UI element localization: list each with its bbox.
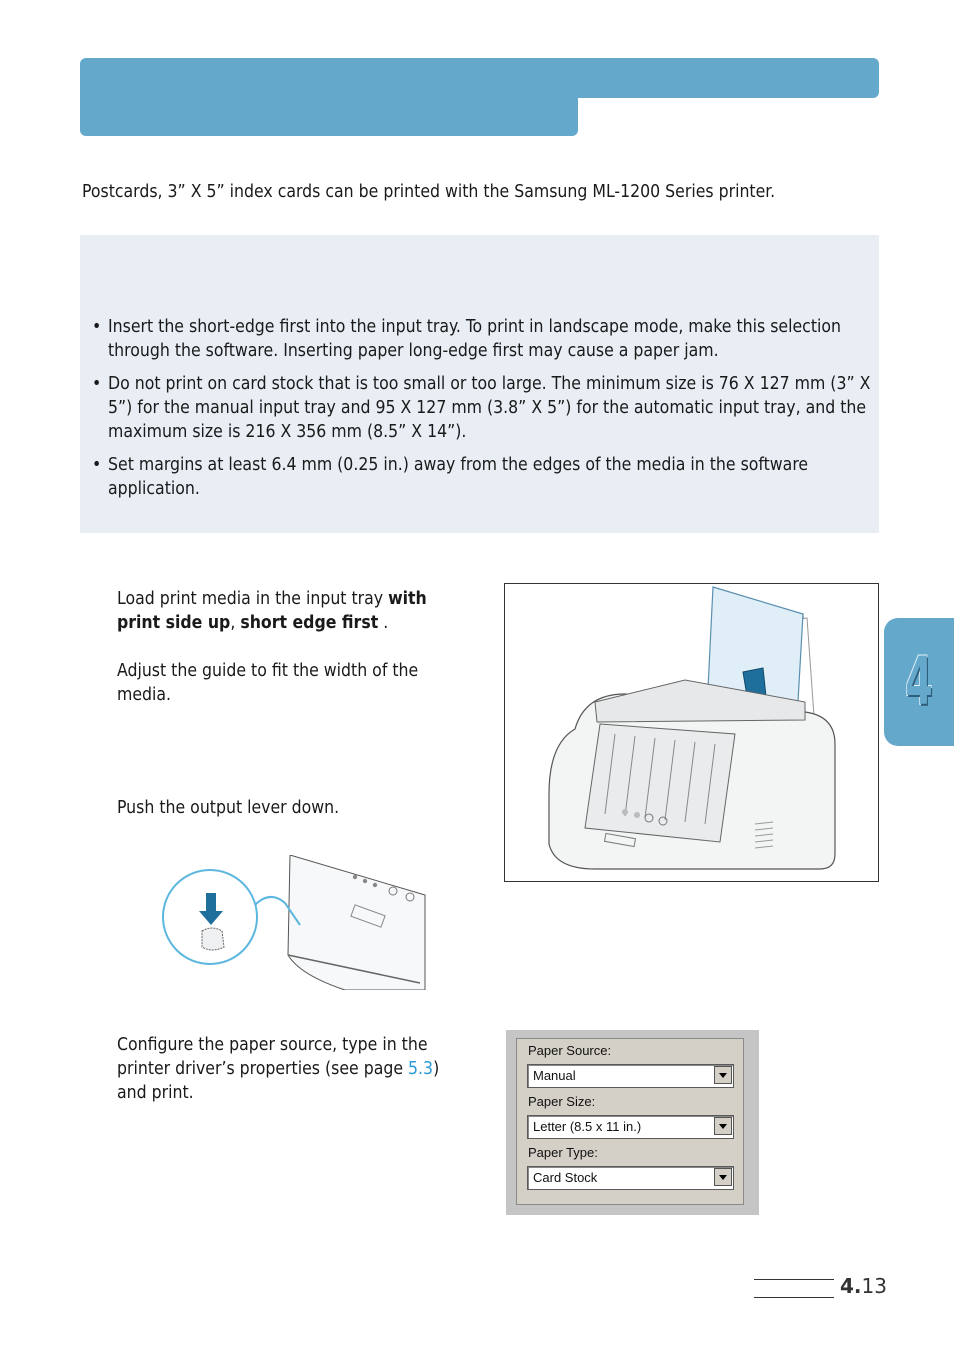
chevron-down-icon[interactable] — [714, 1117, 732, 1135]
paper-source-select[interactable]: Manual — [527, 1064, 734, 1088]
bullet-icon: • — [92, 455, 102, 475]
step1-guide-text: Adjust the guide to fit the width of the media. — [117, 661, 419, 705]
header-banner-tab — [80, 88, 578, 136]
chevron-down-icon[interactable] — [714, 1168, 732, 1186]
paper-type-label: Paper Type: — [528, 1145, 598, 1160]
paper-type-select[interactable]: Card Stock — [527, 1166, 734, 1190]
page-link[interactable]: 5.3 — [408, 1059, 434, 1079]
notes-list — [92, 315, 872, 510]
printer-properties-dialog — [506, 1030, 759, 1215]
page-number-rule — [754, 1297, 834, 1298]
intro-text: Postcards, 3” X 5” index cards can be printed with the Samsung ML-1200 Series printer. — [82, 182, 776, 202]
bullet-icon: • — [92, 374, 102, 394]
output-lever-icon — [160, 855, 430, 990]
note-item: • Set margins at least 6.4 mm (0.25 in.) away from the edges of the media in the software application. — [92, 455, 809, 499]
paper-source-label: Paper Source: — [528, 1043, 612, 1058]
page-number: 4.13 — [840, 1274, 887, 1298]
bullet-icon: • — [92, 317, 102, 337]
step3-text: Configure the paper source, type in the printer driver’s properties (see page 5.3) and print. — [117, 1035, 440, 1103]
step2-text: Push the output lever down. — [117, 798, 340, 818]
dialog-panel — [516, 1038, 744, 1205]
step1-text: Load print media in the input tray with print side up, short edge first . — [117, 589, 427, 633]
output-lever-illustration — [160, 855, 430, 990]
chapter-number: 4 — [905, 643, 933, 720]
paper-size-select[interactable]: Letter (8.5 x 11 in.) — [527, 1115, 734, 1139]
note-item: • Do not print on card stock that is too small or too large. The minimum size is 76 X 127 mm (3” X 5”) for the manual input tray and 95 X 127 mm (3.8” X 5”) for the automatic input tray, and the maximum size is 216 X 356 mm (8.5” X 14”). — [92, 374, 871, 442]
printer-loading-card-icon — [505, 584, 878, 881]
paper-size-label: Paper Size: — [528, 1094, 596, 1109]
page-number-rule — [754, 1279, 834, 1280]
chapter-tab-number-wrap — [884, 618, 954, 746]
note-item: • Insert the short-edge first into the input tray. To print in landscape mode, make this selection through the software. Inserting paper long-edge first may cause a paper jam. — [92, 317, 841, 361]
printer-illustration — [504, 583, 879, 882]
chevron-down-icon[interactable] — [714, 1066, 732, 1084]
